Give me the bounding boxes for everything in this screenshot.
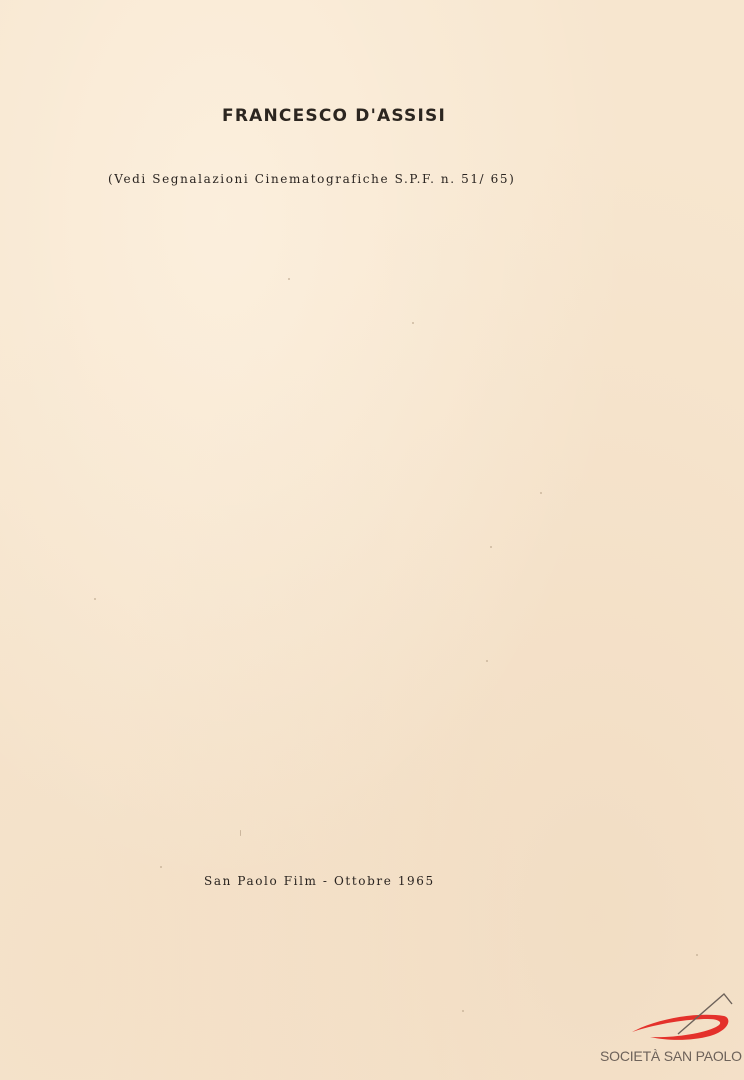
paper-speck bbox=[412, 322, 414, 324]
paper-speck bbox=[288, 278, 290, 280]
publisher-logo-text: SOCIETÀ SAN PAOLO bbox=[600, 1048, 742, 1064]
paper-speck bbox=[490, 546, 492, 548]
publisher-logo bbox=[598, 990, 742, 1070]
paper-speck bbox=[240, 830, 241, 836]
san-paolo-swoosh-icon bbox=[628, 990, 736, 1048]
paper-speck bbox=[462, 1010, 464, 1012]
paper-speck bbox=[486, 660, 488, 662]
document-footer: San Paolo Film - Ottobre 1965 bbox=[204, 874, 435, 888]
paper-speck bbox=[696, 954, 698, 956]
document-title: FRANCESCO D'ASSISI bbox=[222, 106, 446, 126]
paper-speck bbox=[160, 866, 162, 868]
paper-speck bbox=[540, 492, 542, 494]
paper-speck bbox=[94, 598, 96, 600]
document-subtitle: (Vedi Segnalazioni Cinematografiche S.P.F. n. 51/ 65) bbox=[108, 172, 516, 186]
